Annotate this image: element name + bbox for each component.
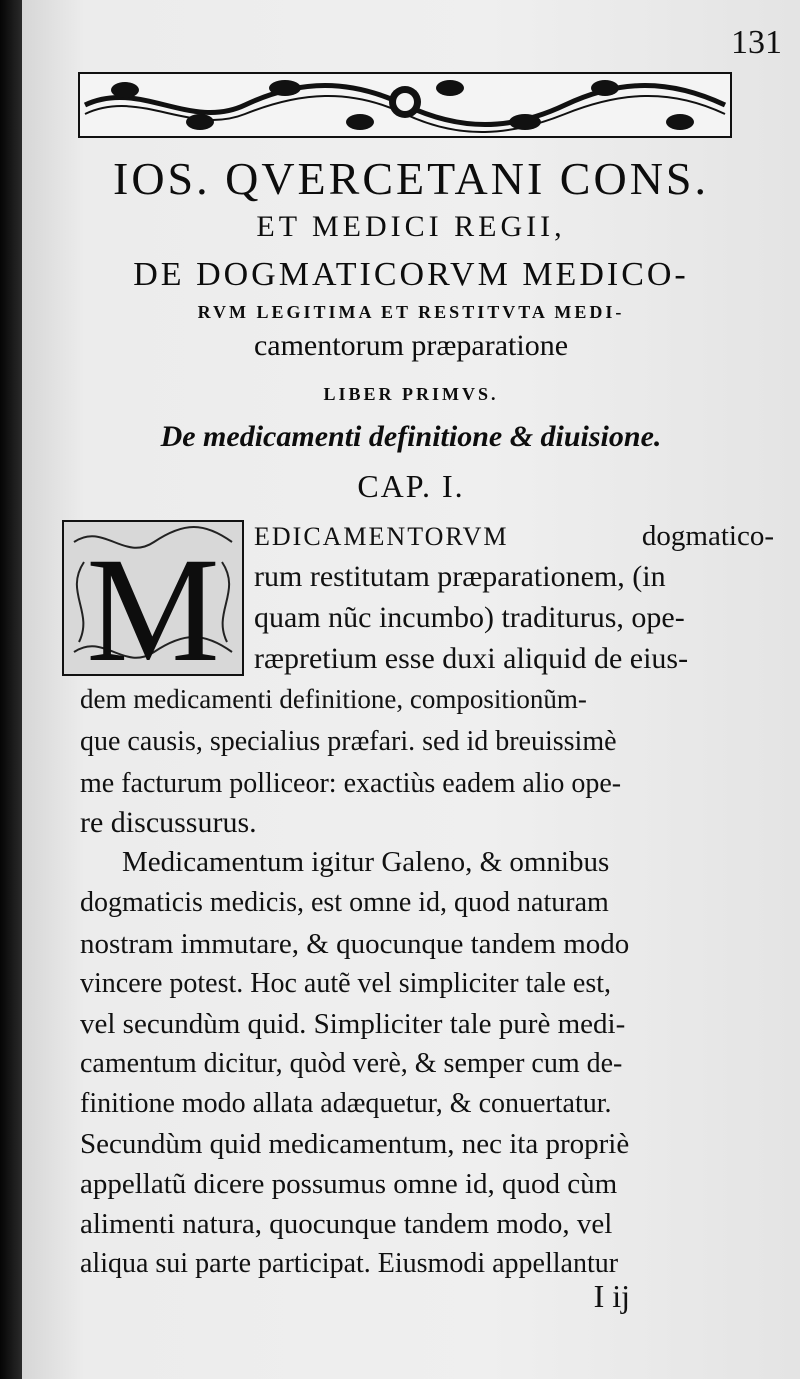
text-line: dem medicamenti definitione, compositionũm- <box>80 684 587 714</box>
text-line: rum restitutam præparationem, (in <box>254 560 666 593</box>
text-line: vel secundùm quid. Simpliciter tale purè medi- <box>80 1008 626 1040</box>
text-line: nostram immutare, & quocunque tandem modo <box>80 928 630 960</box>
text-line: quam nũc incumbo) traditurus, ope- <box>254 601 685 634</box>
heading-title-line5: camentorum præparatione <box>253 329 569 362</box>
initial-m-icon <box>64 522 242 674</box>
text-line: alimenti natura, quocunque tandem modo, vel <box>80 1208 613 1240</box>
page-number: 131 <box>731 24 782 61</box>
text-line: Medicamentum igitur Galeno, & omnibus <box>122 846 610 878</box>
first-line-rest: dogmatico- <box>641 520 774 552</box>
text-line: aliqua sui parte participat. Eiusmodi appellantur <box>80 1248 619 1279</box>
first-line-smallcaps: EDICAMENTORVM <box>254 522 509 551</box>
ornament-headpiece <box>78 72 732 138</box>
text-line: dogmaticis medicis, est omne id, quod naturam <box>80 887 609 918</box>
book-label: LIBER PRIMVS. <box>323 384 499 404</box>
text-line: que causis, specialius præfari. sed id breuissimè <box>80 726 617 757</box>
heading-author: IOS. QVERCETANI CONS. <box>113 153 709 204</box>
heading-title-line4: RVM LEGITIMA ET RESTITVTA MEDI- <box>197 302 625 322</box>
text-line: finitione modo allata adæquetur, & conuertatur. <box>80 1088 612 1119</box>
first-line <box>254 520 774 553</box>
section-title: De medicamenti definitione & diuisione. <box>160 420 662 453</box>
text-line: re discussurus. <box>80 806 257 839</box>
text-line: camentum dicitur, quòd verè, & semper cum de- <box>80 1048 623 1079</box>
text-line: Secundùm quid medicamentum, nec ita propriè <box>80 1128 630 1160</box>
text-line: appellatũ dicere possumus omne id, quod cùm <box>80 1168 618 1200</box>
text-line: me facturum polliceor: exactiùs eadem alio ope- <box>80 768 622 799</box>
decorated-initial <box>62 520 244 676</box>
page-gutter-shadow <box>0 0 22 1379</box>
signature-mark: I ij <box>593 1278 630 1314</box>
heading-title-line2: ET MEDICI REGII, <box>256 210 566 243</box>
chapter-label: CAP. I. <box>357 468 465 504</box>
text-line: ræpretium esse duxi aliquid de eius- <box>254 642 689 675</box>
svg-text:M: M <box>86 527 220 674</box>
text-line: vincere potest. Hoc autẽ vel simpliciter tale est, <box>80 968 612 999</box>
heading-title-line3: DE DOGMATICORVM MEDICO- <box>133 256 689 293</box>
vine-ornament-icon <box>80 74 730 136</box>
book-page <box>22 0 800 1379</box>
